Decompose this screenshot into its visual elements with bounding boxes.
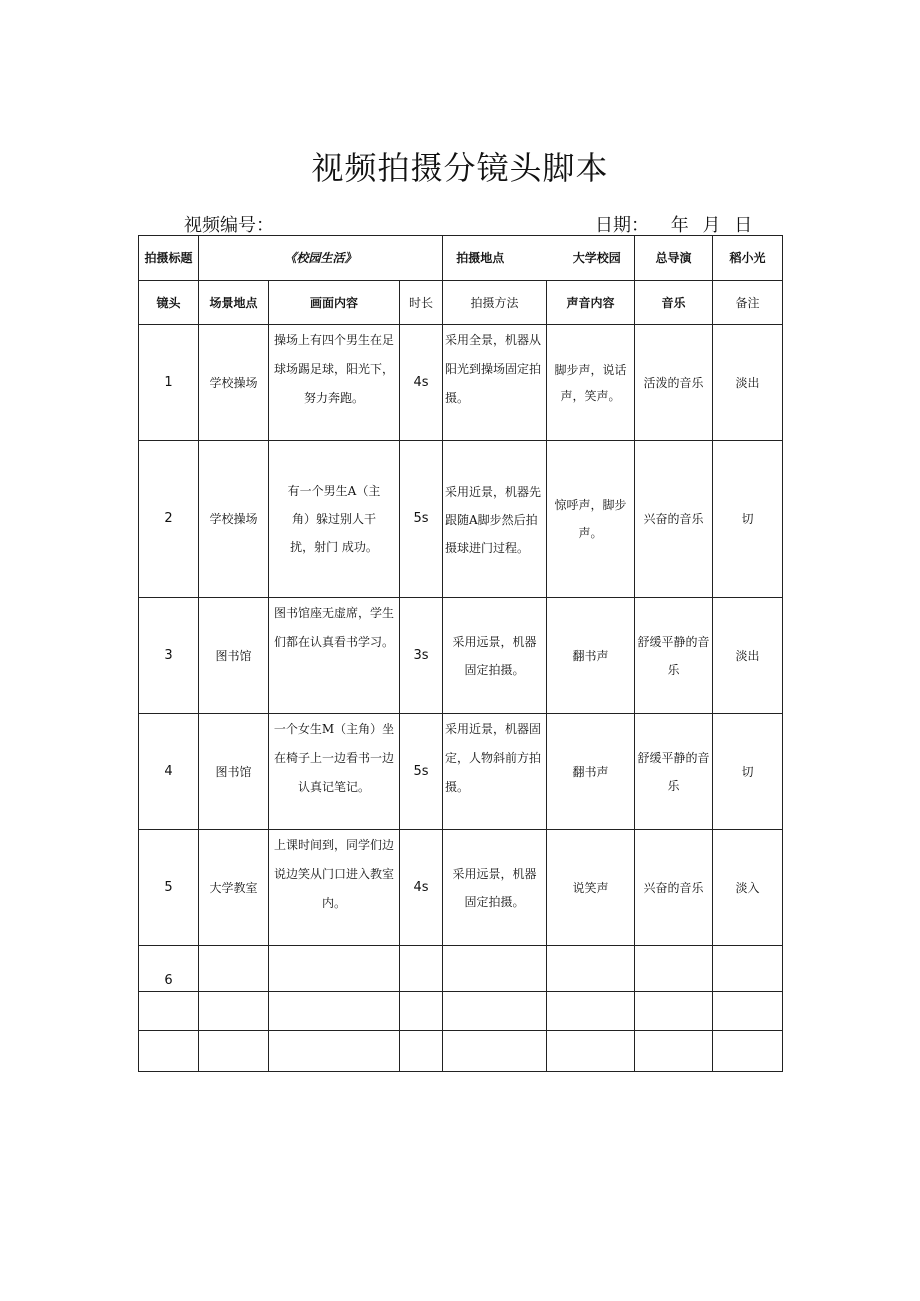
column-header: 拍摄方法 — [443, 281, 547, 325]
column-header: 音乐 — [635, 281, 713, 325]
duration-cell: 5s — [400, 441, 443, 598]
content-cell — [269, 946, 400, 992]
sound-cell: 惊呼声，脚步声。 — [547, 441, 635, 598]
scene-cell: 图书馆 — [199, 714, 269, 830]
table-row — [139, 325, 783, 441]
table-row — [139, 830, 783, 946]
date-day: 日 — [734, 215, 753, 236]
table-row — [139, 714, 783, 830]
scene-cell — [199, 946, 269, 992]
content-cell: 一个女生M（主角）坐在椅子上一边看书一边认真记笔记。 — [269, 714, 400, 830]
sound-cell: 脚步声，说话声，笑声。 — [547, 325, 635, 441]
column-header: 声音内容 — [547, 281, 635, 325]
sound-cell: 翻书声 — [547, 598, 635, 714]
column-header: 画面内容 — [269, 281, 400, 325]
content-cell: 上课时间到，同学们边说边笑从门口进入教室内。 — [269, 830, 400, 946]
content-cell: 图书馆座无虚席，学生们都在认真看书学习。 — [269, 598, 400, 714]
date-label: 日期： — [595, 215, 649, 236]
video-number-label: 视频编号： — [184, 215, 274, 236]
table-row — [139, 441, 783, 598]
duration-cell: 3s — [400, 598, 443, 714]
title-value: 《校园生活》 — [199, 236, 443, 281]
note-cell — [713, 946, 783, 992]
table-row — [139, 598, 783, 714]
sound-cell: 说笑声 — [547, 830, 635, 946]
location-label: 拍摄地点 — [456, 251, 505, 265]
method-cell: 采用近景，机器先跟随A脚步然后拍摄球进门过程。 — [443, 441, 547, 598]
duration-cell: 4s — [400, 830, 443, 946]
shot-number: 1 — [139, 325, 199, 441]
note-cell: 淡出 — [713, 598, 783, 714]
storyboard-table — [138, 235, 783, 1072]
shot-number: 6 — [139, 946, 199, 992]
shot-number: 3 — [139, 598, 199, 714]
method-cell: 采用全景，机器从阳光到操场固定拍摄。 — [443, 325, 547, 441]
shot-number: 5 — [139, 830, 199, 946]
method-cell: 采用远景，机器固定拍摄。 — [443, 830, 547, 946]
duration-cell — [400, 946, 443, 992]
column-header: 时长 — [400, 281, 443, 325]
music-cell: 舒缓平静的音乐 — [635, 714, 713, 830]
column-header: 场景地点 — [199, 281, 269, 325]
duration-cell: 4s — [400, 325, 443, 441]
method-cell: 采用远景，机器固定拍摄。 — [443, 598, 547, 714]
shot-number: 4 — [139, 714, 199, 830]
table-row — [139, 946, 783, 992]
music-cell: 兴奋的音乐 — [635, 830, 713, 946]
table-row — [139, 992, 783, 1031]
note-cell: 切 — [713, 714, 783, 830]
content-cell: 操场上有四个男生在足球场踢足球，阳光下，努力奔跑。 — [269, 325, 400, 441]
scene-cell: 学校操场 — [199, 325, 269, 441]
note-cell: 淡入 — [713, 830, 783, 946]
title-label: 拍摄标题 — [139, 236, 199, 281]
column-header: 备注 — [713, 281, 783, 325]
header-row-info — [139, 236, 783, 281]
table-row — [139, 1031, 783, 1072]
location-value: 大学校园 — [572, 251, 621, 265]
page-title: 视频拍摄分镜头脚本 — [311, 149, 609, 187]
date-month: 月 — [702, 215, 721, 236]
column-header: 镜头 — [139, 281, 199, 325]
method-cell: 采用近景，机器固定，人物斜前方拍摄。 — [443, 714, 547, 830]
music-cell: 兴奋的音乐 — [635, 441, 713, 598]
note-cell: 切 — [713, 441, 783, 598]
sound-cell — [547, 946, 635, 992]
column-header-row — [139, 281, 783, 325]
scene-cell: 学校操场 — [199, 441, 269, 598]
location-cell — [443, 236, 635, 281]
date-year: 年 — [670, 215, 689, 236]
director-value: 稻小光 — [713, 236, 783, 281]
music-cell: 舒缓平静的音乐 — [635, 598, 713, 714]
music-cell: 活泼的音乐 — [635, 325, 713, 441]
duration-cell: 5s — [400, 714, 443, 830]
director-label: 总导演 — [635, 236, 713, 281]
method-cell — [443, 946, 547, 992]
sound-cell: 翻书声 — [547, 714, 635, 830]
music-cell — [635, 946, 713, 992]
scene-cell: 大学教室 — [199, 830, 269, 946]
scene-cell: 图书馆 — [199, 598, 269, 714]
note-cell: 淡出 — [713, 325, 783, 441]
shot-number: 2 — [139, 441, 199, 598]
date-field — [595, 211, 752, 237]
content-cell: 有一个男生A（主角）躲过别人干扰，射门 成功。 — [269, 441, 400, 598]
